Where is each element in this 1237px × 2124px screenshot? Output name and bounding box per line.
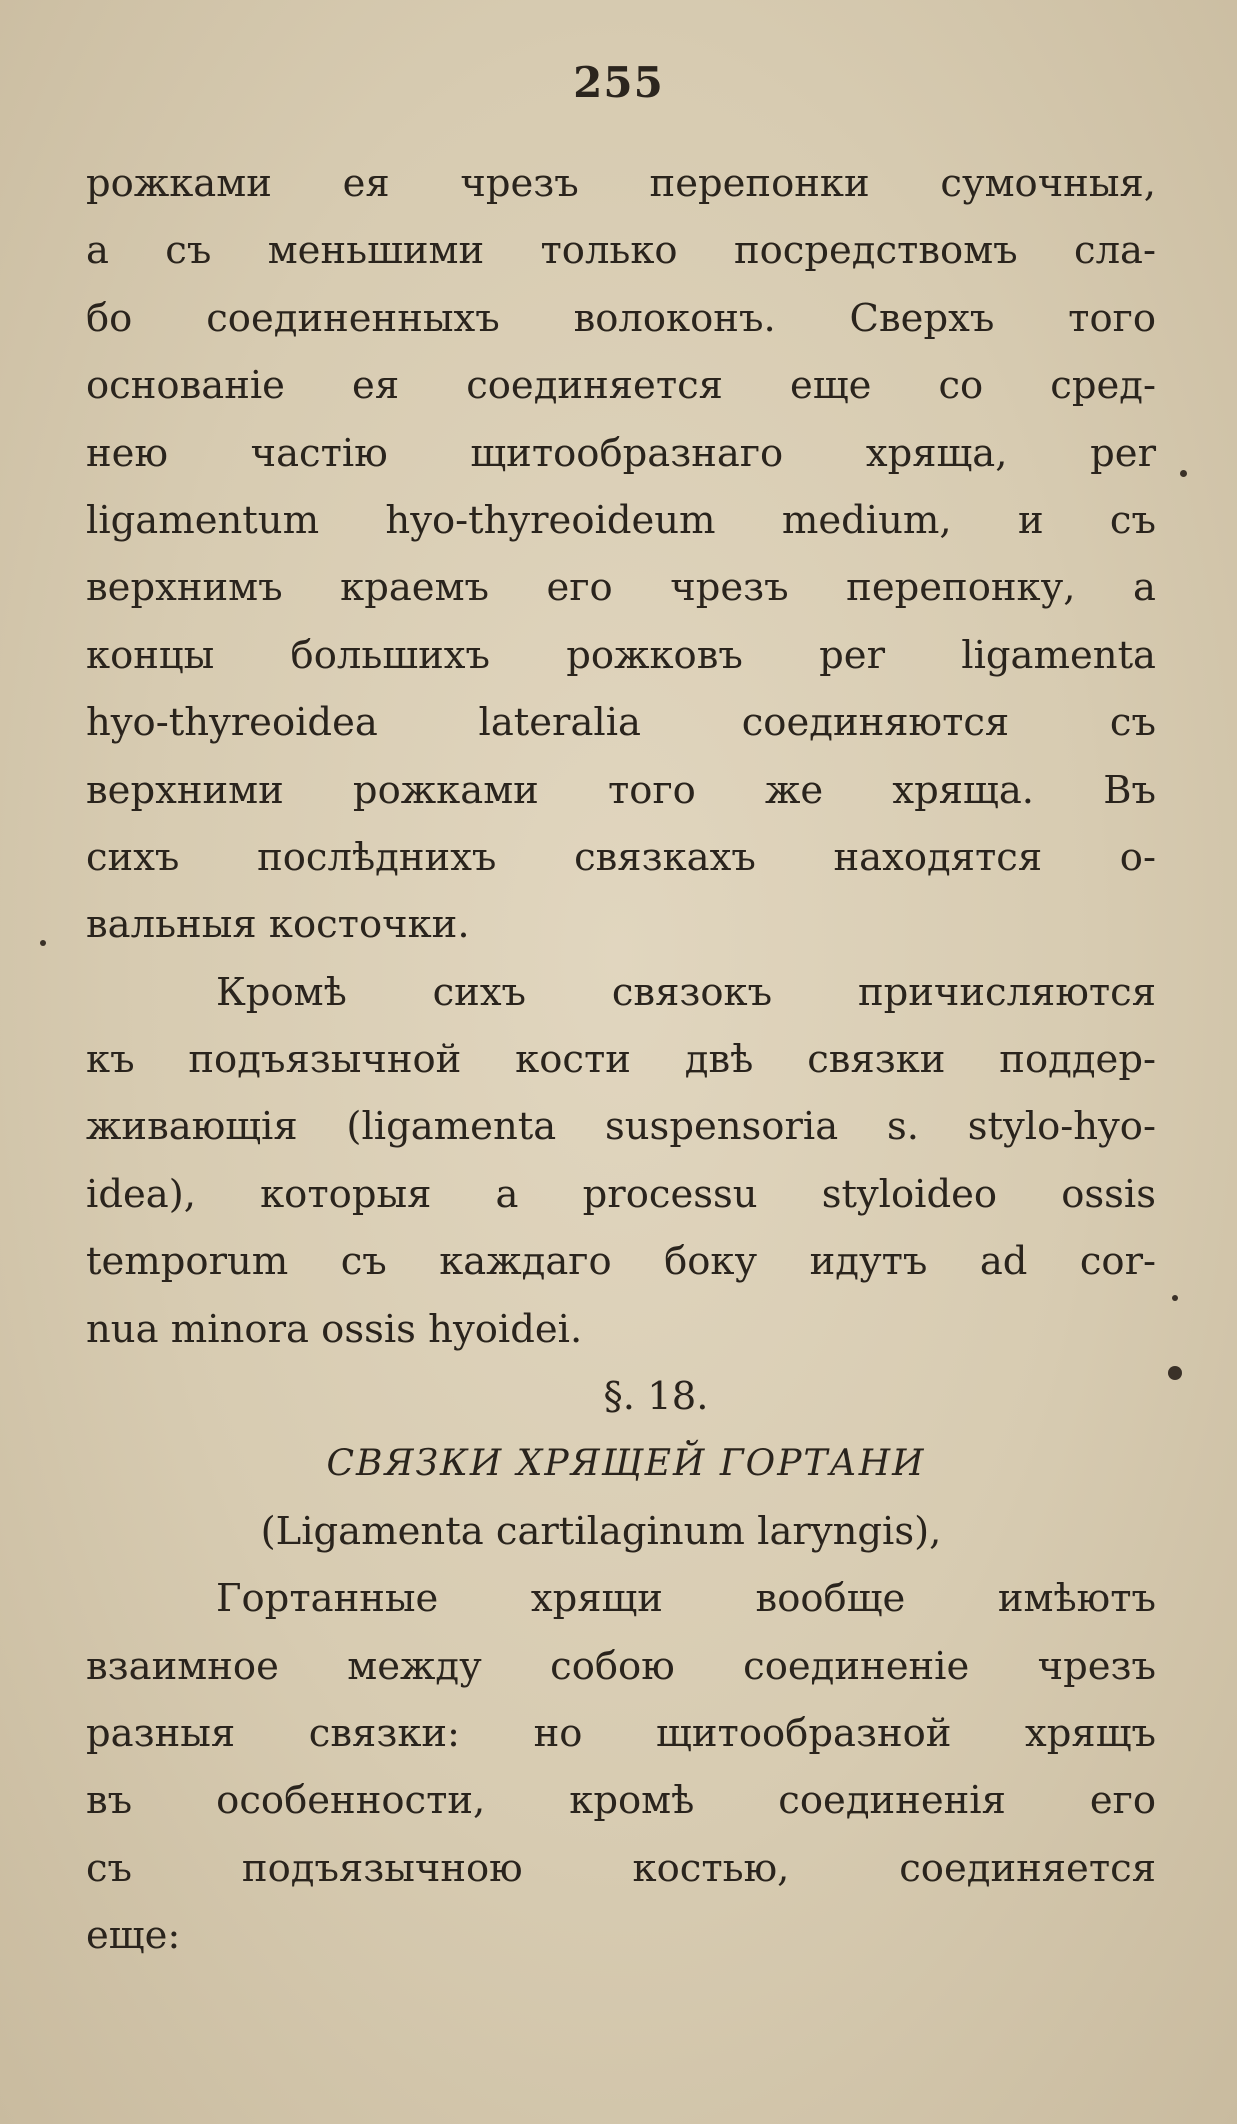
text-line: разныя связки: но щитообразной хрящъ [86, 1710, 1156, 1756]
text-line: верхнимъ краемъ его чрезъ перепонку, а [86, 565, 1156, 611]
text-line: въ особенности, кромѣ соединенiя его [86, 1778, 1156, 1824]
text-line: ligamentum hyo-thyreoideum medium, и съ [86, 497, 1156, 543]
text-line: nua minora ossis hyoidei. [86, 1306, 583, 1352]
text-line: hyo-thyreoidea lateralia соединяются съ [86, 700, 1156, 746]
ink-speck [1180, 470, 1187, 477]
text-line: живающiя (ligamenta suspensoria s. stylo-hyo- [86, 1104, 1156, 1150]
section-number: §. 18. [603, 1374, 709, 1420]
text-line: основанiе ея соединяется еще со сред- [86, 363, 1156, 409]
text-line: нею частiю щитообразнаго хряща, per [86, 430, 1156, 476]
paragraph-first-line: Кромѣ сихъ связокъ причисляются [216, 969, 1156, 1015]
text-line: temporum съ каждаго боку идутъ ad cor- [86, 1239, 1156, 1285]
paragraph-first-line: Гортанные хрящи вообще имѣютъ [216, 1576, 1156, 1622]
text-line: къ подъязычной кости двѣ связки поддер- [86, 1037, 1156, 1083]
section-title: СВЯЗКИ ХРЯЩЕЙ ГОРТАНИ [326, 1443, 926, 1485]
text-line: взаимное между собою соединенiе чрезъ [86, 1643, 1156, 1689]
ink-speck [1172, 1295, 1178, 1301]
page-number: 255 [573, 58, 664, 107]
ink-speck [40, 940, 46, 946]
text-line: съ подъязычною костью, соединяется [86, 1845, 1156, 1891]
text-line: рожками ея чрезъ перепонки сумочныя, [86, 161, 1156, 206]
text-line: idea), которыя a processu styloideo ossis [86, 1171, 1156, 1217]
body-text [86, 150, 1156, 1970]
section-subtitle: (Ligamenta cartilaginum laryngis), [260, 1508, 942, 1554]
text-line: еще: [86, 1913, 181, 1959]
text-line: верхними рожками того же хряща. Въ [86, 767, 1156, 813]
text-line: бо соединенныхъ волоконъ. Сверхъ того [86, 295, 1156, 341]
text-line: сихъ послѣднихъ связкахъ находятся о- [86, 834, 1156, 880]
text-line: вальныя косточки. [86, 902, 470, 948]
text-line: а съ меньшими только посредствомъ сла- [86, 228, 1156, 274]
text-line: концы большихъ рожковъ per ligamenta [86, 632, 1156, 678]
ink-speck [1168, 1366, 1182, 1380]
